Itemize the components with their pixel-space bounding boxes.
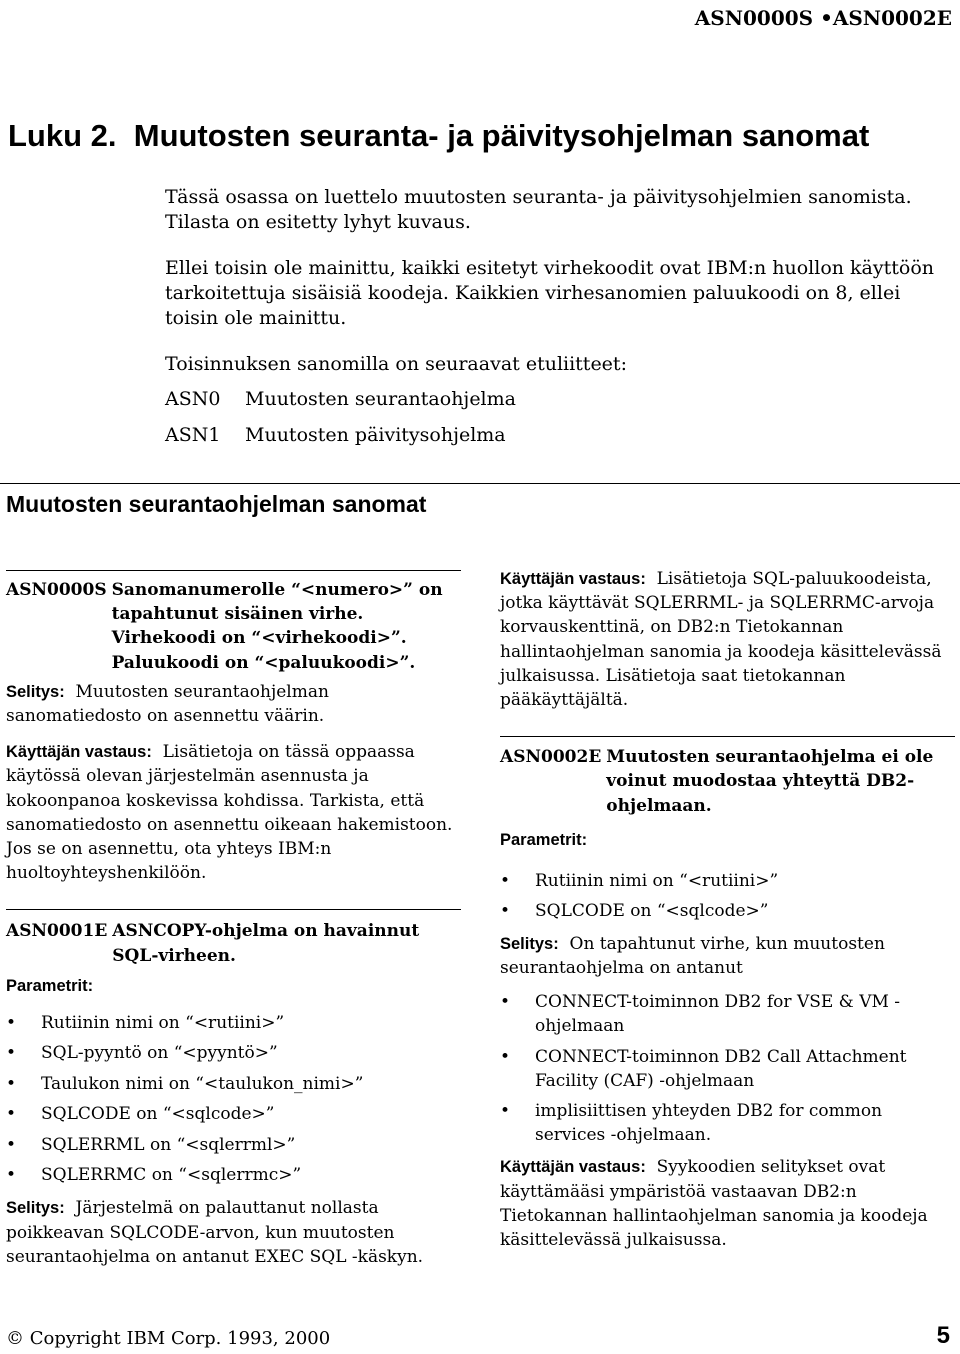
copyright-notice: © Copyright IBM Corp. 1993, 2000 [6, 1328, 331, 1349]
message-rule [500, 736, 955, 737]
cause-list [500, 990, 956, 1147]
left-column [6, 570, 462, 1269]
list-item: • SQLCODE on “<sqlcode>” [500, 896, 956, 926]
message-text: ASNCOPY-ohjelma on havainnut SQL-virheen. [112, 921, 420, 966]
selitys-text: Muutosten seurantaohjelman sanomatiedosto on asennettu väärin. [6, 681, 329, 727]
selitys-paragraph [6, 680, 462, 728]
intro-paragraph-1: Tässä osassa on luettelo muutosten seuranta- ja päivitysohjelmien sanomista. Tilasta on esitetty lyhyt kuvaus. [165, 186, 912, 233]
message-header-asn0000s [6, 578, 462, 675]
message-text: Muutosten seurantaohjelma ei ole voinut muodostaa yhteyttä DB2-ohjelmaan. [606, 747, 934, 816]
list-item: • Taulukon nimi on “<taulukon_nimi>” [6, 1069, 462, 1099]
vastaus-text: Syykoodien selitykset ovat käyttämääsi ympäristöä vastaavan DB2:n Tietokannan hallintaohjelman sanomia ja koodeja käsittelevässä julkaisussa. [500, 1157, 928, 1251]
list-item: • SQL-pyyntö on “<pyyntö>” [6, 1038, 462, 1068]
vastaus-label: Käyttäjän vastaus: [6, 743, 152, 762]
message-rule [6, 909, 461, 910]
prefix-row [165, 388, 516, 424]
selitys-paragraph [500, 932, 956, 980]
parametrit-paragraph [6, 974, 462, 998]
prefix-description: Muutosten seurantaohjelma [245, 388, 516, 410]
message-text: Sanomanumerolle “<numero>” on tapahtunut sisäinen virhe. Virhekoodi on “<virhekoodi>”. Paluukoodi on “<paluukoodi>”. [111, 580, 443, 673]
parametrit-label: Parametrit: [500, 830, 588, 849]
parametrit-paragraph [500, 828, 956, 852]
list-item: • SQLERRMC on “<sqlerrmc>” [6, 1160, 462, 1190]
parameter-list [6, 1008, 462, 1190]
prefix-row [165, 424, 516, 460]
selitys-label: Selitys: [6, 1199, 65, 1218]
section-heading: Muutosten seurantaohjelman sanomat [6, 491, 427, 517]
list-item: • CONNECT-toiminnon DB2 Call Attachment Facility (CAF) -ohjelmaan [500, 1045, 956, 1093]
message-rule [6, 570, 461, 571]
list-item: • implisiittisen yhteyden DB2 for common services -ohjelmaan. [500, 1099, 956, 1147]
message-header-asn0002e [500, 745, 956, 818]
right-column [500, 567, 956, 1252]
vastaus-label: Käyttäjän vastaus: [500, 1158, 646, 1177]
selitys-text: Järjestelmä on palauttanut nollasta poikkeavan SQLCODE-arvon, kun muutosten seurantaohjelma on antanut EXEC SQL -käskyn. [6, 1198, 424, 1267]
vastaus-text: Lisätietoja on tässä oppaassa käytössä olevan järjestelmän asennusta ja kokoonpanoa koskevissa kohdissa. Tarkista, että sanomatiedosto on asennettu oikeaan hakemistoon. Jos se on asennettu, ota yhteys IBM:n huoltoyhteyshenkilöön. [6, 742, 453, 884]
vastaus-text: Lisätietoja SQL-paluukoodeista, jotka käyttävät SQLERRML- ja SQLERRMC-arvoja korvauskenttinä, on DB2:n Tietokannan hallintaohjelman sanomia ja koodeja käsittelevässä julkaisussa. Lisätietoja saat tietokannan pääkäyttäjältä. [500, 569, 942, 711]
running-header: ASN0000S •ASN0002E [694, 6, 952, 30]
parameter-list [500, 866, 956, 927]
section-rule [0, 483, 960, 484]
message-id: ASN0002E [500, 747, 602, 768]
prefix-code: ASN1 [165, 424, 221, 446]
message-id: ASN0001E [6, 921, 108, 942]
intro-paragraph-2: Ellei toisin ole mainittu, kaikki esitetyt virhekoodit ovat IBM:n huollon käyttöön tarkoitettuja sisäisiä koodeja. Kaikkien virhesanomien paluukoodi on 8, ellei toisin ole mainittu. [165, 257, 935, 329]
prefix-table [165, 388, 516, 460]
selitys-label: Selitys: [500, 934, 559, 953]
page-number: 5 [936, 1322, 950, 1349]
selitys-label: Selitys: [6, 682, 65, 701]
vastaus-paragraph [500, 1155, 956, 1252]
intro-paragraph-3: Toisinnuksen sanomilla on seuraavat etuliitteet: [165, 353, 627, 375]
vastaus-paragraph [6, 740, 462, 885]
selitys-text: On tapahtunut virhe, kun muutosten seurantaohjelma on antanut [500, 933, 885, 979]
vastaus-paragraph [500, 567, 956, 712]
message-header-asn0001e [6, 919, 462, 967]
list-item: • Rutiinin nimi on “<rutiini>” [500, 866, 956, 896]
chapter-title: Luku 2. Muutosten seuranta- ja päivitysohjelman sanomat [8, 118, 870, 153]
prefix-description: Muutosten päivitysohjelma [245, 424, 506, 446]
list-item: • SQLCODE on “<sqlcode>” [6, 1099, 462, 1129]
list-item: • CONNECT-toiminnon DB2 for VSE & VM -ohjelmaan [500, 990, 956, 1038]
list-item: • Rutiinin nimi on “<rutiini>” [6, 1008, 462, 1038]
message-id: ASN0000S [6, 580, 107, 600]
list-item: • SQLERRML on “<sqlerrml>” [6, 1130, 462, 1160]
selitys-paragraph [6, 1196, 462, 1269]
vastaus-label: Käyttäjän vastaus: [500, 570, 646, 588]
prefix-code: ASN0 [165, 388, 221, 410]
parametrit-label: Parametrit: [6, 976, 94, 995]
